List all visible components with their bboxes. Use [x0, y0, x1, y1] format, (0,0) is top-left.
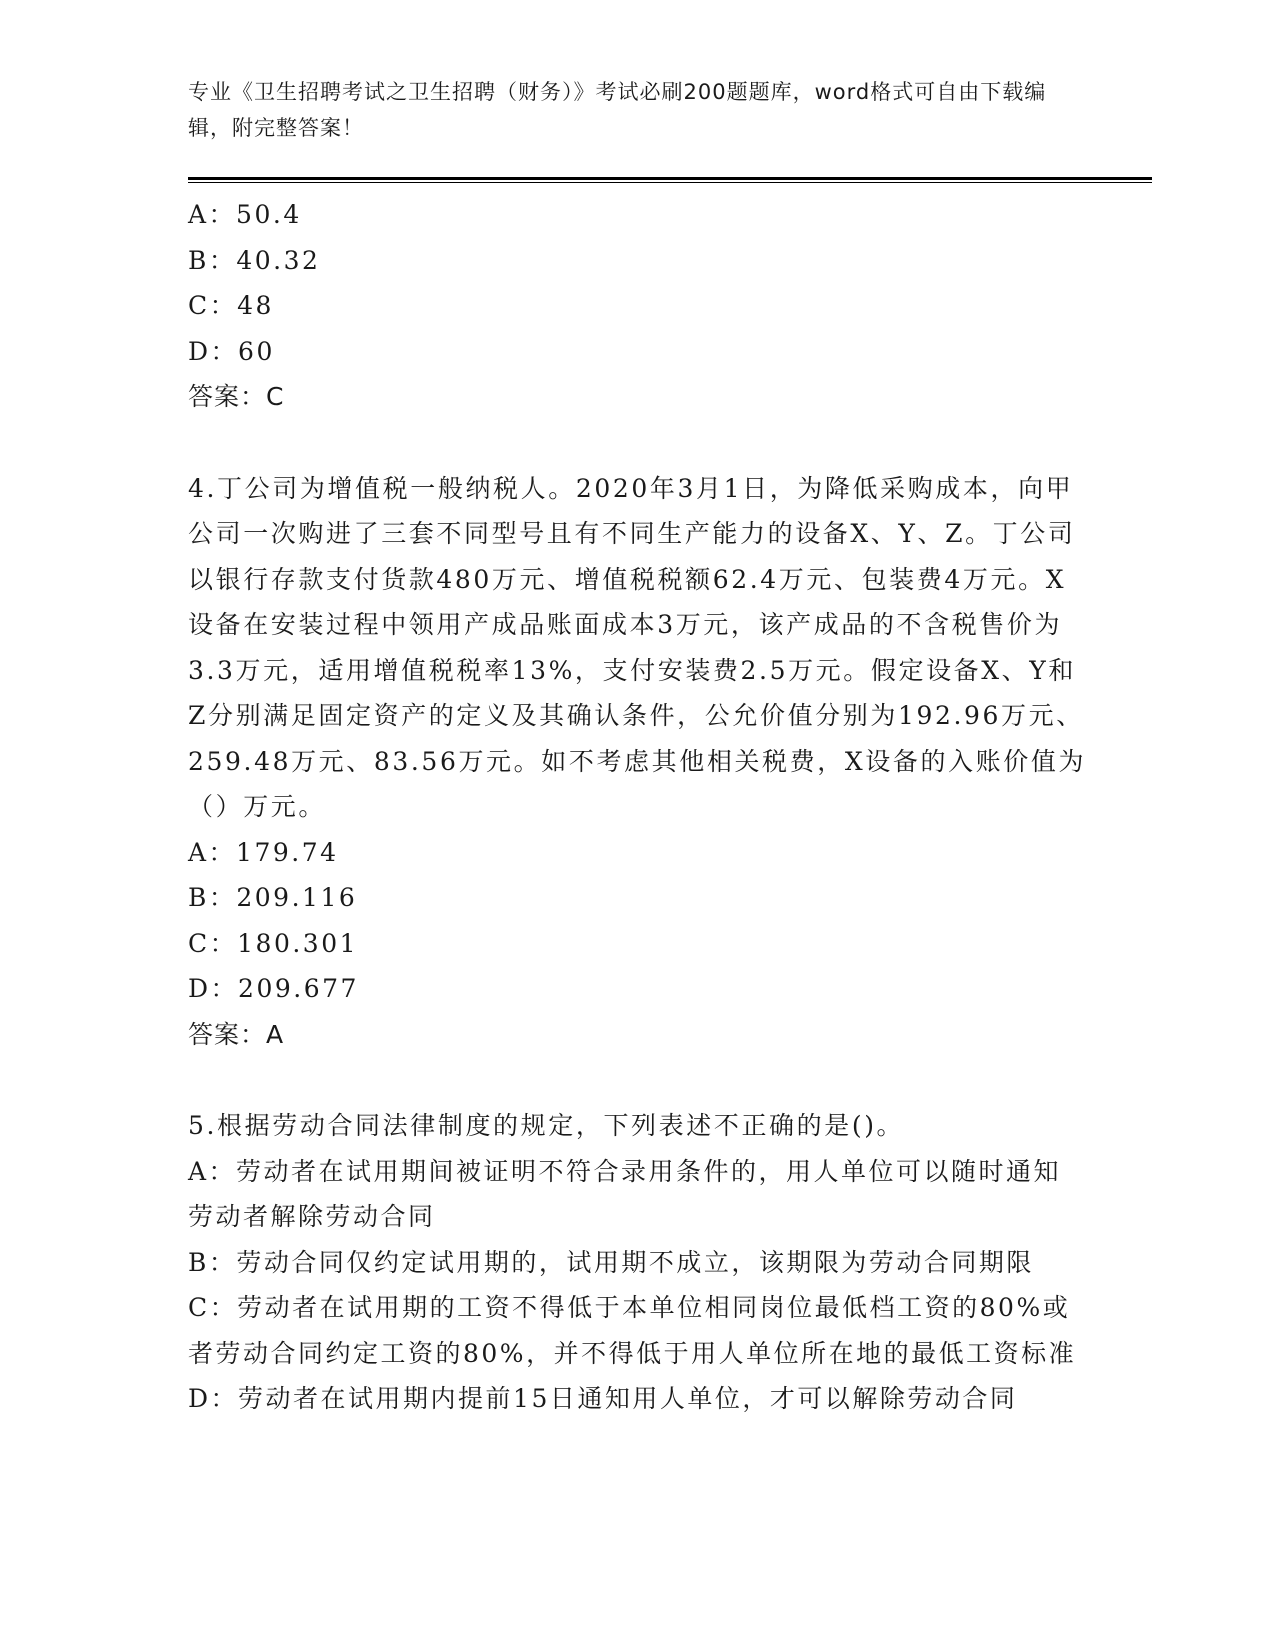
question-5-options: [188, 1149, 1088, 1422]
question-3-option-a: A：50.4: [188, 200, 302, 229]
header-divider: [188, 177, 1152, 180]
question-3-answer: 答案：C: [188, 382, 285, 411]
question-4-options: [188, 830, 1088, 1012]
question-4-stem: 4.丁公司为增值税一般纳税人。2020年3月1日，为降低采购成本，向甲公司一次购进了三套不同型号且有不同生产能力的设备X、Y、Z。丁公司以银行存款支付货款480万元、增值税税额62.4万元、包装费4万元。X设备在安装过程中领用产成品账面成本3万元，该产成品的不含税售价为3.3万元，适用增值税税率13%，支付安装费2.5万元。假定设备X、Y和Z分别满足固定资产的定义及其确认条件，公允价值分别为192.96万元、259.48万元、83.56万元。如不考虑其他相关税费，X设备的入账价值为（）万元。: [188, 473, 1087, 821]
spacer: [188, 1057, 1088, 1103]
spacer: [188, 420, 1088, 466]
question-5-stem: 5.根据劳动合同法律制度的规定，下列表述不正确的是()。: [188, 1111, 905, 1140]
question-4-option-b: B：209.116: [188, 883, 358, 912]
question-5-option-d: D：劳动者在试用期内提前15日通知用人单位，才可以解除劳动合同: [188, 1384, 1018, 1413]
document-body: [188, 192, 1088, 1422]
question-3-option-c: C：48: [188, 291, 274, 320]
question-4-option-c: C：180.301: [188, 928, 359, 958]
question-4-option-a: A：179.74: [188, 837, 339, 867]
question-3-option-b: B：40.32: [188, 245, 321, 275]
question-3-options: [188, 192, 1088, 374]
question-5-option-a: A：劳动者在试用期间被证明不符合录用条件的，用人单位可以随时通知劳动者解除劳动合同: [188, 1156, 1062, 1231]
header-divider-thin: [188, 182, 1152, 183]
question-5-option-c: C：劳动者在试用期的工资不得低于本单位相同岗位最低档工资的80%或者劳动合同约定工资的80%，并不得低于用人单位所在地的最低工资标准: [188, 1293, 1077, 1368]
document-header: 专业《卫生招聘考试之卫生招聘（财务）》考试必刷200题题库，word格式可自由下载编辑，附完整答案！: [188, 80, 1047, 140]
question-4-option-d: D：209.677: [188, 974, 359, 1003]
question-3-option-d: D：60: [188, 336, 275, 366]
question-5-option-b: B：劳动合同仅约定试用期的，试用期不成立，该期限为劳动合同期限: [188, 1247, 1034, 1277]
question-4-answer: 答案：A: [188, 1019, 285, 1049]
